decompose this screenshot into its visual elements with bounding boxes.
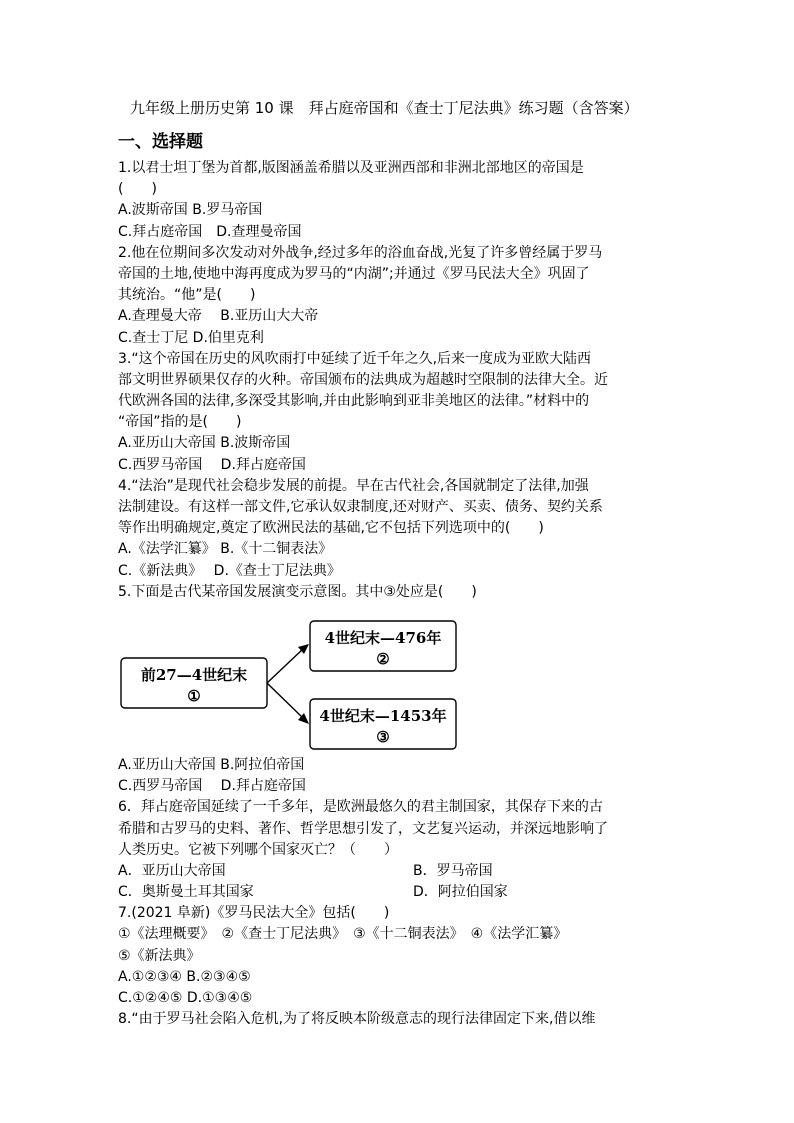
- diagram-svg: [118, 603, 678, 755]
- question-stem: 法制建设。有这样一部文件,它承认奴隶制度,还对财产、买卖、债务、契约关系: [118, 499, 603, 515]
- option-d: D．阿拉伯国家: [413, 884, 508, 901]
- question-stem: 7.(2021 阜新)《罗马民法大全》包括( ): [118, 905, 390, 922]
- question-6: [118, 797, 676, 903]
- empire-evolution-diagram: [118, 603, 676, 755]
- diagram-box-3-period: 4世纪末—1453年: [319, 706, 447, 725]
- diagram-box-2-marker: ②: [376, 649, 390, 668]
- diagram-box-1-period: 前27—4世纪末: [140, 665, 248, 684]
- answer-options: C.西罗马帝国 D.拜占庭帝国: [118, 778, 306, 795]
- answer-options-row: [118, 861, 676, 882]
- answer-options: A.亚历山大帝国 B.波斯帝国: [118, 435, 291, 452]
- answer-options: A.《法学汇纂》 B.《十二铜表法》: [118, 541, 333, 558]
- question-stem: 3.“这个帝国在历史的风吹雨打中延续了近千年之久,后来一度成为亚欧大陆西: [118, 350, 592, 367]
- answer-options: C.西罗马帝国 D.拜占庭帝国: [118, 456, 306, 473]
- question-items: ⑤《新法典》: [118, 947, 201, 964]
- diagram-arrow-down: [267, 683, 304, 719]
- question-stem: 6．拜占庭帝国延续了一千多年，是欧洲最悠久的君主制国家，其保存下来的古: [118, 799, 603, 816]
- answer-options: C.拜占庭帝国 D.查理曼帝国: [118, 223, 302, 240]
- document-title: 九年级上册历史第 10 课 拜占庭帝国和《查士丁尼法典》练习题（含答案）: [130, 99, 639, 117]
- answer-options: C.查士丁尼 D.伯里克利: [118, 329, 264, 346]
- answer-options: C.《新法典》 D.《查士丁尼法典》: [118, 562, 341, 579]
- question-items: ①《法理概要》 ②《查士丁尼法典》 ③《十二铜表法》 ④《法学汇纂》: [118, 926, 568, 943]
- question-list: [118, 158, 676, 1030]
- diagram-arrow-up: [267, 648, 304, 683]
- option-a: A．亚历山大帝国: [118, 862, 226, 879]
- question-stem: 1.以君士坦丁堡为首都,版图涵盖希腊以及亚洲西部和非洲北部地区的帝国是: [118, 160, 584, 176]
- question-stem: 希腊和古罗马的史料、著作、哲学思想引发了，文艺复兴运动，并深远地影响了: [118, 820, 608, 837]
- question-stem: 4.“法治”是现代社会稳步发展的前提。早在古代社会,各国就制定了法律,加强: [118, 477, 589, 494]
- question-2: [118, 243, 676, 349]
- diagram-box-3-marker: ③: [376, 727, 390, 746]
- question-stem: 代欧洲各国的法律,多深受其影响,并由此影响到亚非美地区的法律。”材料中的: [118, 393, 590, 410]
- question-stem: “帝国”指的是( ): [118, 414, 242, 431]
- question-stem: 帝国的土地,使地中海再度成为罗马的“内湖”;并通过《罗马民法大全》巩固了: [118, 265, 590, 282]
- question-4: [118, 476, 676, 582]
- question-stem: 人类历史。它被下列哪个国家灭亡？（ ）: [118, 841, 398, 858]
- question-5: [118, 582, 676, 798]
- question-3: [118, 349, 676, 476]
- option-c: C．奥斯曼土耳其国家: [118, 884, 254, 901]
- question-stem: 8.“由于罗马社会陷入危机,为了将反映本阶级意志的现行法律固定下来,借以维: [118, 1011, 596, 1028]
- option-b: B．罗马帝国: [413, 862, 493, 879]
- question-1: [118, 158, 676, 243]
- question-8: [118, 1009, 676, 1030]
- answer-options: A.亚历山大帝国 B.阿拉伯帝国: [118, 756, 305, 773]
- section-heading: 一、选择题: [118, 132, 203, 152]
- question-stem: 其统治。“他”是( ): [118, 287, 256, 304]
- answer-options: A.波斯帝国 B.罗马帝国: [118, 202, 263, 219]
- answer-options: A.查理曼大帝 B.亚历山大大帝: [118, 308, 319, 325]
- question-7: [118, 903, 676, 1009]
- diagram-box-2-period: 4世纪末—476年: [324, 628, 442, 647]
- diagram-box-1-marker: ①: [187, 686, 201, 705]
- question-stem: 5.下面是古代某帝国发展演变示意图。其中③处应是( ): [118, 583, 477, 600]
- question-stem: 等作出明确规定,奠定了欧洲民法的基础,它不包括下列选项中的( ): [118, 520, 544, 537]
- question-stem: 部文明世界硕果仅存的火种。帝国颁布的法典成为超越时空限制的法律大全。近: [118, 371, 608, 388]
- question-stem: ( ): [118, 181, 157, 198]
- answer-options: A.①②③④ B.②③④⑤: [118, 968, 251, 985]
- answer-options: C.①②④⑤ D.①③④⑤: [118, 990, 253, 1006]
- question-stem: 2.他在位期间多次发动对外战争,经过多年的浴血奋战,光复了许多曾经属于罗马: [118, 244, 603, 261]
- answer-options-row: [118, 882, 676, 903]
